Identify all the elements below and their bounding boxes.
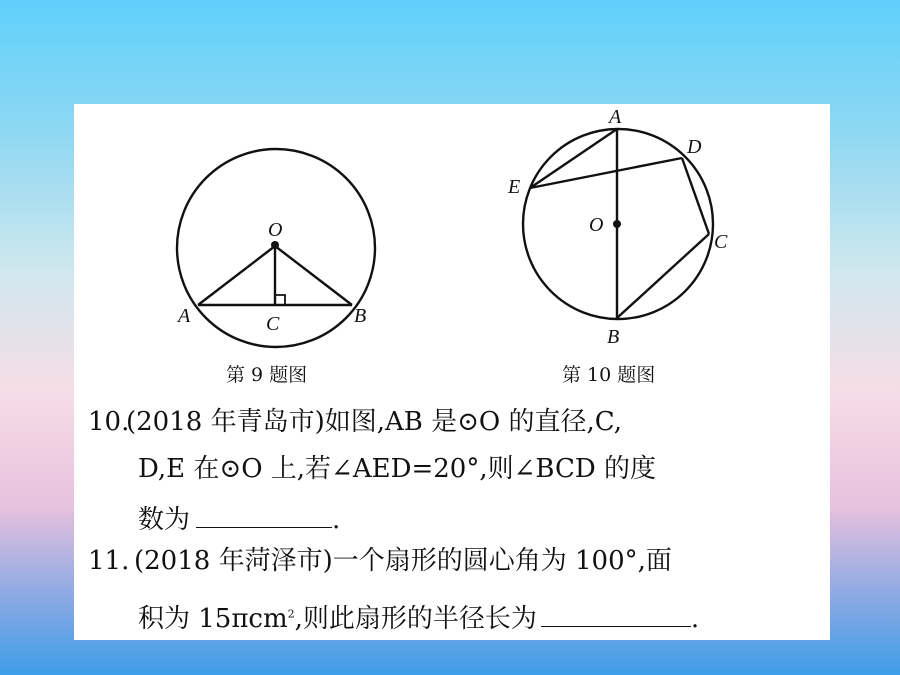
fig9-segment-ob [275,246,352,305]
question-11-line-2 [138,602,699,632]
question-10-period: . [332,505,341,535]
question-11-period: . [690,604,700,634]
figure-10 [507,106,728,348]
fig10-label-a: A [609,106,622,128]
fig10-segment-cb [617,234,709,318]
fig10-label-o: O [589,214,604,236]
fig10-center-dot [613,220,621,228]
question-10-line-2: D,E 在⊙O 上,若∠AED=20°,则∠BCD 的度 [138,454,656,484]
question-11-line-1: (2018 年菏泽市)一个扇形的圆心角为 100°,面 [134,546,672,576]
question-11-number: 11. [88,546,130,576]
fig9-segment-oa [198,246,275,305]
question-11-text-b: ,则此扇形的半径长为 [294,604,537,634]
fig10-label-c: C [714,231,728,253]
fig9-label-b: B [354,305,367,327]
fig9-label-a: A [178,305,191,327]
question-10-number: 10. [88,407,130,437]
question-10-line-3 [138,503,340,533]
figures-area [74,104,830,404]
fig9-label-o: O [268,219,283,241]
fig10-label-d: D [687,136,702,158]
fig9-label-c: C [266,313,280,335]
fig10-caption: 第 10 题图 [562,364,656,386]
fig10-label-e: E [508,176,521,198]
fig9-center-dot [271,241,279,249]
answer-blank-11[interactable] [541,602,691,627]
question-10-line-1: (2018 年青岛市)如图,AB 是⊙O 的直径,C, [126,407,622,437]
fig10-label-b: B [607,326,620,348]
answer-blank-10[interactable] [196,503,332,528]
worksheet-panel [74,104,830,640]
fig9-caption: 第 9 题图 [226,364,308,386]
fig9-right-angle-mark [275,295,285,305]
question-11-superscript: 2 [287,607,295,621]
figure-9 [176,149,375,347]
question-11-text-a: 积为 15πcm [138,604,288,634]
question-10-prefix: 数为 [138,505,191,535]
